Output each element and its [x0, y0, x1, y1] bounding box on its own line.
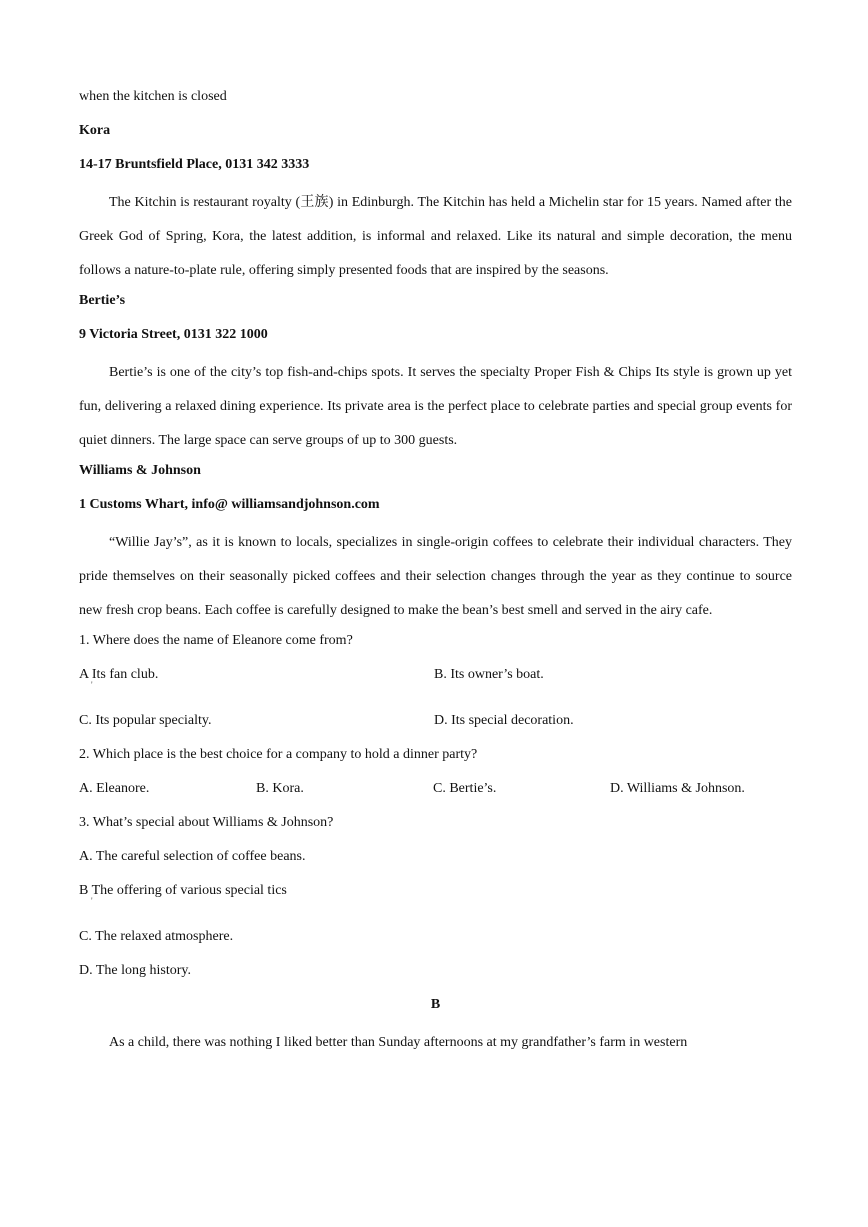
question-3-option-b: B The offering of various special tics ': [79, 878, 287, 924]
question-3-option-c: C. The relaxed atmosphere.: [79, 929, 234, 944]
kora-name: Kora: [79, 123, 111, 138]
question-1-option-d: D. Its special decoration.: [434, 713, 574, 728]
intro-line: when the kitchen is closed: [79, 89, 227, 104]
question-1-options-row-2: [79, 708, 792, 742]
section-b-paragraph: As a child, there was nothing I liked better than Sunday afternoons at my grandfather’s farm in western: [109, 1035, 688, 1050]
question-1-option-a: A Its fan club. ': [79, 662, 434, 708]
kora-paragraph: The Kitchin is restaurant royalty (王族) in Edinburgh. The Kitchin has held a Michelin star for 15 years. Named after the Greek God of Spring, Kora, the latest addition, is informal and relaxed. Like its natural and simple decoration, the menu follows a nature-to-plate rule, offering simply presented foods that are inspired by the seasons.: [79, 195, 792, 278]
question-2-option-d: D. Williams & Johnson.: [610, 781, 745, 796]
question-2-options-row: [79, 776, 792, 810]
williams-address: 1 Customs Whart, info@ williamsandjohnson.com: [79, 497, 380, 512]
question-2-option-a: A. Eleanore.: [79, 781, 150, 796]
berties-address: 9 Victoria Street, 0131 322 1000: [79, 327, 268, 342]
question-2-option-b: B. Kora.: [256, 781, 304, 796]
berties-paragraph: Bertie’s is one of the city’s top fish-and-chips spots. It serves the specialty Proper Fish & Chips Its style is grown up yet fun, delivering a relaxed dining experience. Its private area is the perfect place to celebrate parties and special group events for quiet dinners. The large space can serve groups of up to 300 guests.: [79, 365, 792, 448]
kora-address: 14-17 Bruntsfield Place, 0131 342 3333: [79, 157, 310, 172]
question-3-option-d: D. The long history.: [79, 963, 191, 978]
williams-paragraph: “Willie Jay’s”, as it is known to locals, specializes in single-origin coffees to celebrate their individual characters. They pride themselves on their seasonally picked coffees and their selection changes through the year as they continue to source new fresh crop beans. Each coffee is carefully designed to make the bean’s best smell and served in the airy cafe.: [79, 535, 792, 618]
question-1-options-row-1: [79, 662, 792, 708]
question-3-stem: 3. What’s special about Williams & Johnson?: [79, 815, 334, 830]
question-1-stem: 1. Where does the name of Eleanore come from?: [79, 633, 353, 648]
document-page: [79, 84, 792, 1060]
question-3-option-a: A. The careful selection of coffee beans.: [79, 849, 306, 864]
question-1-option-b: B. Its owner’s boat.: [434, 667, 544, 682]
question-2-stem: 2. Which place is the best choice for a company to hold a dinner party?: [79, 747, 478, 762]
williams-name: Williams & Johnson: [79, 463, 201, 478]
question-2-option-c: C. Bertie’s.: [433, 781, 497, 796]
question-1-option-c: C. Its popular specialty.: [79, 713, 212, 728]
question-3-option-b-row: [79, 878, 792, 924]
berties-name: Bertie’s: [79, 293, 126, 308]
section-b-heading: B: [430, 997, 441, 1012]
